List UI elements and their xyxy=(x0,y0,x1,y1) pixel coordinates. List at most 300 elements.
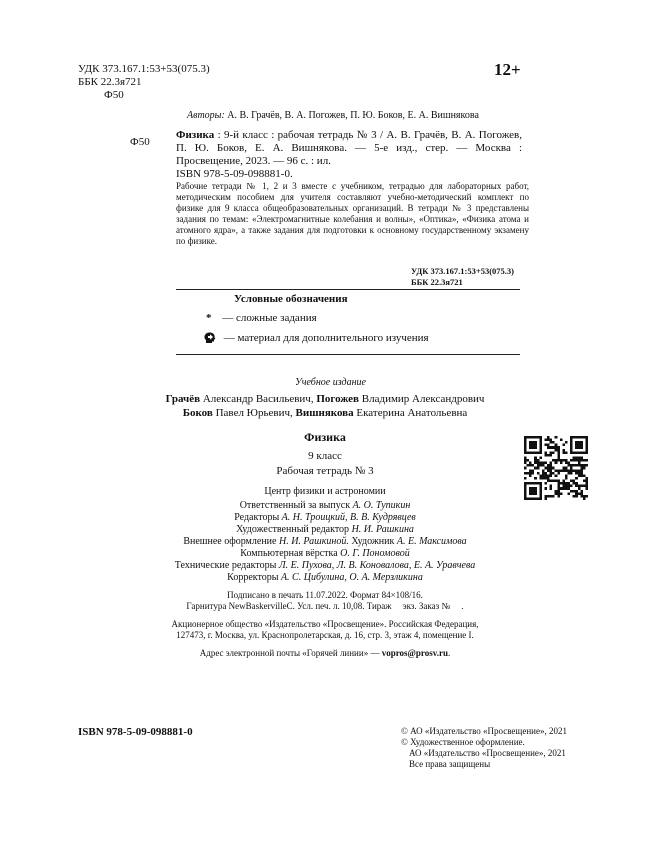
qr-module xyxy=(585,441,588,444)
qr-module xyxy=(539,444,542,447)
authors-label: Авторы: xyxy=(187,110,225,121)
authors-line xyxy=(187,110,479,121)
qr-module xyxy=(555,490,558,493)
qr-module xyxy=(555,492,558,495)
qr-module xyxy=(537,482,540,485)
copyright-block xyxy=(401,726,567,770)
qr-module xyxy=(542,477,545,480)
qr-module xyxy=(585,436,588,439)
qr-module xyxy=(585,485,588,488)
qr-module xyxy=(557,459,560,462)
qr-module xyxy=(539,451,542,454)
qr-module xyxy=(578,492,581,495)
qr-module xyxy=(537,459,540,462)
hotline-line xyxy=(0,648,650,658)
qr-module xyxy=(524,487,527,490)
qr-module xyxy=(534,459,537,462)
credit-line xyxy=(0,536,650,547)
udk-code: УДК 373.167.1:53+53(075.3) xyxy=(78,63,210,75)
qr-module xyxy=(573,456,576,459)
qr-module xyxy=(570,459,573,462)
qr-module xyxy=(585,480,588,483)
qr-module xyxy=(524,462,527,465)
qr-module xyxy=(529,436,532,439)
qr-module xyxy=(539,492,542,495)
qr-module xyxy=(568,464,571,467)
qr-module xyxy=(555,436,558,439)
qr-module xyxy=(524,497,527,500)
qr-module xyxy=(565,485,568,488)
qr-module xyxy=(570,444,573,447)
qr-module xyxy=(570,441,573,444)
qr-module xyxy=(570,449,573,452)
qr-module xyxy=(578,451,581,454)
authors-full-line-1 xyxy=(0,393,650,405)
qr-module xyxy=(524,495,527,498)
qr-module xyxy=(544,444,547,447)
qr-module xyxy=(560,482,563,485)
qr-module xyxy=(544,477,547,480)
qr-module xyxy=(557,482,560,485)
qr-module xyxy=(573,459,576,462)
qr-module xyxy=(552,467,555,470)
qr-module xyxy=(527,497,530,500)
qr-module xyxy=(532,446,535,449)
qr-module xyxy=(524,436,527,439)
legend-item-hard-text: — сложные задания xyxy=(222,312,317,324)
qr-module xyxy=(537,462,540,465)
book-workbook: Рабочая тетрадь № 3 xyxy=(276,465,374,477)
qr-module xyxy=(580,474,583,477)
qr-module xyxy=(544,495,547,498)
qr-module xyxy=(583,467,586,470)
qr-module xyxy=(550,469,553,472)
bbk-code: ББК 22.3я721 xyxy=(78,76,142,88)
qr-module xyxy=(524,485,527,488)
credit-role: Компьютерная вёрстка xyxy=(240,548,341,559)
qr-module xyxy=(542,462,545,465)
qr-module xyxy=(537,472,540,475)
qr-module xyxy=(580,441,583,444)
qr-module xyxy=(580,436,583,439)
qr-module xyxy=(570,485,573,488)
credit-line xyxy=(0,560,650,571)
qr-module xyxy=(544,497,547,500)
qr-module xyxy=(562,451,565,454)
qr-module xyxy=(532,444,535,447)
qr-module xyxy=(534,444,537,447)
edition-type: Учебное издание xyxy=(295,377,366,388)
qr-module xyxy=(542,474,545,477)
qr-module xyxy=(580,472,583,475)
qr-module xyxy=(578,436,581,439)
qr-module xyxy=(562,482,565,485)
qr-module xyxy=(578,469,581,472)
qr-module xyxy=(529,464,532,467)
qr-module xyxy=(529,446,532,449)
qr-module xyxy=(552,446,555,449)
qr-module xyxy=(539,462,542,465)
qr-module xyxy=(570,451,573,454)
qr-module xyxy=(575,472,578,475)
book-title: Физика xyxy=(304,430,346,444)
qr-module xyxy=(583,464,586,467)
qr-module xyxy=(565,477,568,480)
asterisk-icon: * xyxy=(206,312,212,324)
qr-module xyxy=(550,474,553,477)
qr-module xyxy=(555,474,558,477)
divider-top xyxy=(176,289,520,290)
qr-module xyxy=(544,474,547,477)
qr-module xyxy=(532,451,535,454)
qr-module xyxy=(539,441,542,444)
abstract-text: Рабочие тетради № 1, 2 и 3 вместе с учебником, тетрадью для лабораторных работ, методическим пособием для учителя составляют учебно-методический комплект по физике для 9 класса общеобразовательных организаций. В тетради № 3 представлены задания по темам: «Электромагнитные колебания и волны», «Оптика», «Физика атома и атомного ядра», а также задания для подготовки к основному государственному экзамену по физике. xyxy=(176,181,529,246)
qr-module xyxy=(532,482,535,485)
qr-module xyxy=(539,464,542,467)
qr-module xyxy=(544,439,547,442)
qr-module xyxy=(555,480,558,483)
qr-module xyxy=(547,477,550,480)
qr-module xyxy=(552,472,555,475)
qr-module xyxy=(529,469,532,472)
author-first-name: Павел Юрьевич, xyxy=(212,407,296,419)
qr-module xyxy=(573,480,576,483)
hotline-email: vopros@prosv.ru xyxy=(381,648,449,658)
qr-module xyxy=(580,467,583,470)
qr-module xyxy=(529,451,532,454)
qr-module xyxy=(578,487,581,490)
credit-name: Л. Е. Пухова, Л. В. Коновалова, Е. А. Уравчева xyxy=(278,560,476,571)
qr-module xyxy=(580,459,583,462)
qr-module xyxy=(529,497,532,500)
qr-module xyxy=(527,472,530,475)
legend-item-extra-text: — материал для дополнительного изучения xyxy=(223,331,429,344)
qr-module xyxy=(534,436,537,439)
bibliographic-code: Ф50 xyxy=(130,136,150,148)
qr-module xyxy=(583,474,586,477)
qr-module xyxy=(562,487,565,490)
qr-module xyxy=(550,451,553,454)
qr-module xyxy=(557,472,560,475)
qr-module xyxy=(570,446,573,449)
credit-role: Внешнее оформление xyxy=(183,536,279,547)
qr-module xyxy=(570,480,573,483)
qr-module xyxy=(539,446,542,449)
author-mark: Ф50 xyxy=(104,89,124,101)
qr-module xyxy=(573,464,576,467)
qr-module xyxy=(568,472,571,475)
qr-module xyxy=(568,487,571,490)
qr-module xyxy=(550,485,553,488)
qr-module xyxy=(550,472,553,475)
qr-module xyxy=(562,480,565,483)
qr-module xyxy=(524,482,527,485)
qr-module xyxy=(544,467,547,470)
qr-module xyxy=(529,482,532,485)
qr-module xyxy=(580,490,583,493)
qr-module xyxy=(527,436,530,439)
bibliographic-title: Физика xyxy=(176,129,215,141)
legend-item-hard xyxy=(206,312,317,324)
qr-module xyxy=(555,449,558,452)
qr-module xyxy=(534,482,537,485)
qr-module xyxy=(568,485,571,488)
qr-module xyxy=(585,482,588,485)
qr-module xyxy=(539,495,542,498)
qr-module xyxy=(560,469,563,472)
bibliographic-record xyxy=(176,129,522,168)
qr-module xyxy=(527,464,530,467)
qr-module xyxy=(555,459,558,462)
qr-module xyxy=(539,439,542,442)
qr-module xyxy=(583,497,586,500)
qr-module xyxy=(529,444,532,447)
qr-module xyxy=(580,492,583,495)
qr-module xyxy=(585,487,588,490)
qr-module xyxy=(539,482,542,485)
credit-role: Редакторы xyxy=(234,512,282,523)
qr-module xyxy=(565,482,568,485)
credit-role: Художник xyxy=(348,536,397,547)
qr-module xyxy=(547,436,550,439)
qr-module xyxy=(532,469,535,472)
qr-module xyxy=(557,454,560,457)
qr-module xyxy=(560,439,563,442)
qr-module xyxy=(547,469,550,472)
qr-module xyxy=(532,472,535,475)
qr-module xyxy=(527,482,530,485)
qr-module xyxy=(539,456,542,459)
qr-module xyxy=(550,454,553,457)
qr-module xyxy=(529,472,532,475)
qr-module xyxy=(562,449,565,452)
qr-module xyxy=(580,456,583,459)
qr-module xyxy=(557,480,560,483)
qr-module xyxy=(565,487,568,490)
credit-line xyxy=(0,524,650,535)
qr-module xyxy=(524,490,527,493)
qr-module xyxy=(585,446,588,449)
qr-module xyxy=(560,492,563,495)
author-first-name: Владимир Александрович xyxy=(359,393,485,405)
qr-module xyxy=(534,477,537,480)
qr-module xyxy=(575,441,578,444)
qr-module xyxy=(550,464,553,467)
qr-module xyxy=(557,451,560,454)
qr-module xyxy=(524,472,527,475)
credit-name: А. О. Тупикин xyxy=(352,500,411,511)
editorial-center: Центр физики и астрономии xyxy=(264,486,386,497)
qr-module xyxy=(570,472,573,475)
qr-module xyxy=(570,436,573,439)
qr-module xyxy=(524,446,527,449)
qr-module xyxy=(552,495,555,498)
qr-module xyxy=(575,446,578,449)
bibliographic-text: : 9-й класс : рабочая тетрадь № 3 / А. В. Грачёв, В. А. Погожев, П. Ю. Боков, Е. А. Вишнякова. — 5-е изд., стер. — Москва : Просвещение, 2023. — 96 с. : ил. xyxy=(176,129,522,167)
qr-module xyxy=(524,456,527,459)
author-first-name: Александр Васильевич, xyxy=(200,393,317,405)
qr-module xyxy=(565,451,568,454)
qr-module xyxy=(562,444,565,447)
copyright-line: Все права защищены xyxy=(409,759,491,769)
qr-module xyxy=(585,495,588,498)
hotline-end: . xyxy=(448,648,451,658)
qr-module xyxy=(539,497,542,500)
qr-module xyxy=(575,451,578,454)
qr-module xyxy=(542,469,545,472)
qr-module xyxy=(552,459,555,462)
qr-module xyxy=(557,492,560,495)
qr-module xyxy=(552,451,555,454)
qr-module xyxy=(575,436,578,439)
qr-module xyxy=(550,480,553,483)
qr-module xyxy=(529,474,532,477)
qr-module xyxy=(534,456,537,459)
qr-module xyxy=(568,482,571,485)
qr-module xyxy=(575,456,578,459)
qr-module xyxy=(560,487,563,490)
qr-module xyxy=(570,464,573,467)
qr-module xyxy=(537,451,540,454)
qr-module xyxy=(578,446,581,449)
copyright-line: АО «Издательство «Просвещение», 2021 xyxy=(409,748,566,758)
qr-module xyxy=(578,462,581,465)
qr-module xyxy=(524,492,527,495)
qr-module xyxy=(560,459,563,462)
qr-module xyxy=(570,467,573,470)
qr-module xyxy=(524,451,527,454)
qr-module xyxy=(539,474,542,477)
qr-module xyxy=(575,485,578,488)
qr-module xyxy=(585,444,588,447)
qr-module xyxy=(573,482,576,485)
qr-module xyxy=(547,444,550,447)
qr-module xyxy=(575,444,578,447)
qr-module xyxy=(575,477,578,480)
qr-module xyxy=(547,474,550,477)
qr-module xyxy=(580,469,583,472)
qr-module xyxy=(583,436,586,439)
qr-module xyxy=(578,459,581,462)
qr-module xyxy=(550,462,553,465)
qr-module xyxy=(552,480,555,483)
qr-module xyxy=(552,441,555,444)
legend-item-extra xyxy=(203,331,429,345)
qr-module xyxy=(573,451,576,454)
authors-full-line-2 xyxy=(0,407,650,419)
qr-module xyxy=(532,464,535,467)
credit-line xyxy=(0,548,650,559)
qr-module xyxy=(585,464,588,467)
qr-module xyxy=(539,485,542,488)
credit-role: Корректоры xyxy=(227,572,281,583)
qr-module xyxy=(575,459,578,462)
qr-module xyxy=(524,459,527,462)
qr-module xyxy=(524,467,527,470)
qr-module xyxy=(585,477,588,480)
publisher-line-2: 127473, г. Москва, ул. Краснопролетарская, д. 16, стр. 3, этаж 4, помещение I. xyxy=(176,630,474,640)
qr-module xyxy=(557,449,560,452)
qr-module xyxy=(568,492,571,495)
udk-code-right: УДК 373.167.1:53+53(075.3) xyxy=(411,266,514,276)
qr-module xyxy=(555,444,558,447)
author-last-name: Грачёв xyxy=(165,393,201,405)
qr-module xyxy=(547,467,550,470)
qr-module xyxy=(529,490,532,493)
author-first-name: Екатерина Анатольевна xyxy=(353,407,468,419)
qr-module xyxy=(524,477,527,480)
qr-module xyxy=(534,441,537,444)
qr-module xyxy=(544,472,547,475)
copyright-line: © АО «Издательство «Просвещение», 2021 xyxy=(401,726,567,736)
qr-module xyxy=(544,454,547,457)
qr-module xyxy=(527,451,530,454)
qr-module xyxy=(539,436,542,439)
qr-module xyxy=(575,482,578,485)
qr-module xyxy=(580,464,583,467)
qr-module xyxy=(529,462,532,465)
qr-module xyxy=(578,472,581,475)
qr-module xyxy=(573,436,576,439)
qr-module xyxy=(550,495,553,498)
qr-module xyxy=(575,490,578,493)
qr-module xyxy=(562,459,565,462)
credit-name: А. Н. Троицкий, В. В. Кудрявцев xyxy=(281,512,416,523)
qr-module xyxy=(585,439,588,442)
qr-module xyxy=(539,490,542,493)
qr-module xyxy=(555,469,558,472)
copyright-line: © Художественное оформление. xyxy=(401,737,525,747)
qr-module xyxy=(575,469,578,472)
print-info-line-2: Гарнитура NewBaskervilleC. Усл. печ. л. 10,08. Тираж экз. Заказ № . xyxy=(186,601,464,611)
qr-module xyxy=(555,462,558,465)
qr-module xyxy=(527,459,530,462)
qr-module xyxy=(583,485,586,488)
qr-module xyxy=(537,497,540,500)
bbk-code-right: ББК 22.3я721 xyxy=(411,277,463,287)
qr-module xyxy=(557,490,560,493)
qr-module xyxy=(544,487,547,490)
qr-module xyxy=(537,467,540,470)
qr-module xyxy=(580,444,583,447)
qr-module xyxy=(534,467,537,470)
qr-module xyxy=(560,462,563,465)
qr-module xyxy=(532,492,535,495)
legend-title: Условные обозначения xyxy=(234,293,348,305)
credit-name: О. Г. Пономовой xyxy=(340,548,410,559)
qr-module xyxy=(583,459,586,462)
publisher-line-1: Акционерное общество «Издательство «Просвещение». Российская Федерация, xyxy=(171,619,479,629)
qr-code xyxy=(524,436,588,500)
qr-module xyxy=(565,467,568,470)
bibliographic-isbn: ISBN 978-5-09-098881-0. xyxy=(176,168,293,180)
qr-module xyxy=(578,441,581,444)
qr-module xyxy=(565,441,568,444)
credit-line xyxy=(0,572,650,583)
qr-module xyxy=(547,446,550,449)
divider-bottom xyxy=(176,354,520,355)
qr-module xyxy=(580,485,583,488)
qr-module xyxy=(557,487,560,490)
qr-module xyxy=(557,485,560,488)
qr-module xyxy=(565,474,568,477)
puzzle-head-icon xyxy=(203,331,217,345)
qr-module xyxy=(547,439,550,442)
qr-module xyxy=(547,495,550,498)
qr-module xyxy=(585,449,588,452)
qr-module xyxy=(578,474,581,477)
qr-module xyxy=(580,495,583,498)
